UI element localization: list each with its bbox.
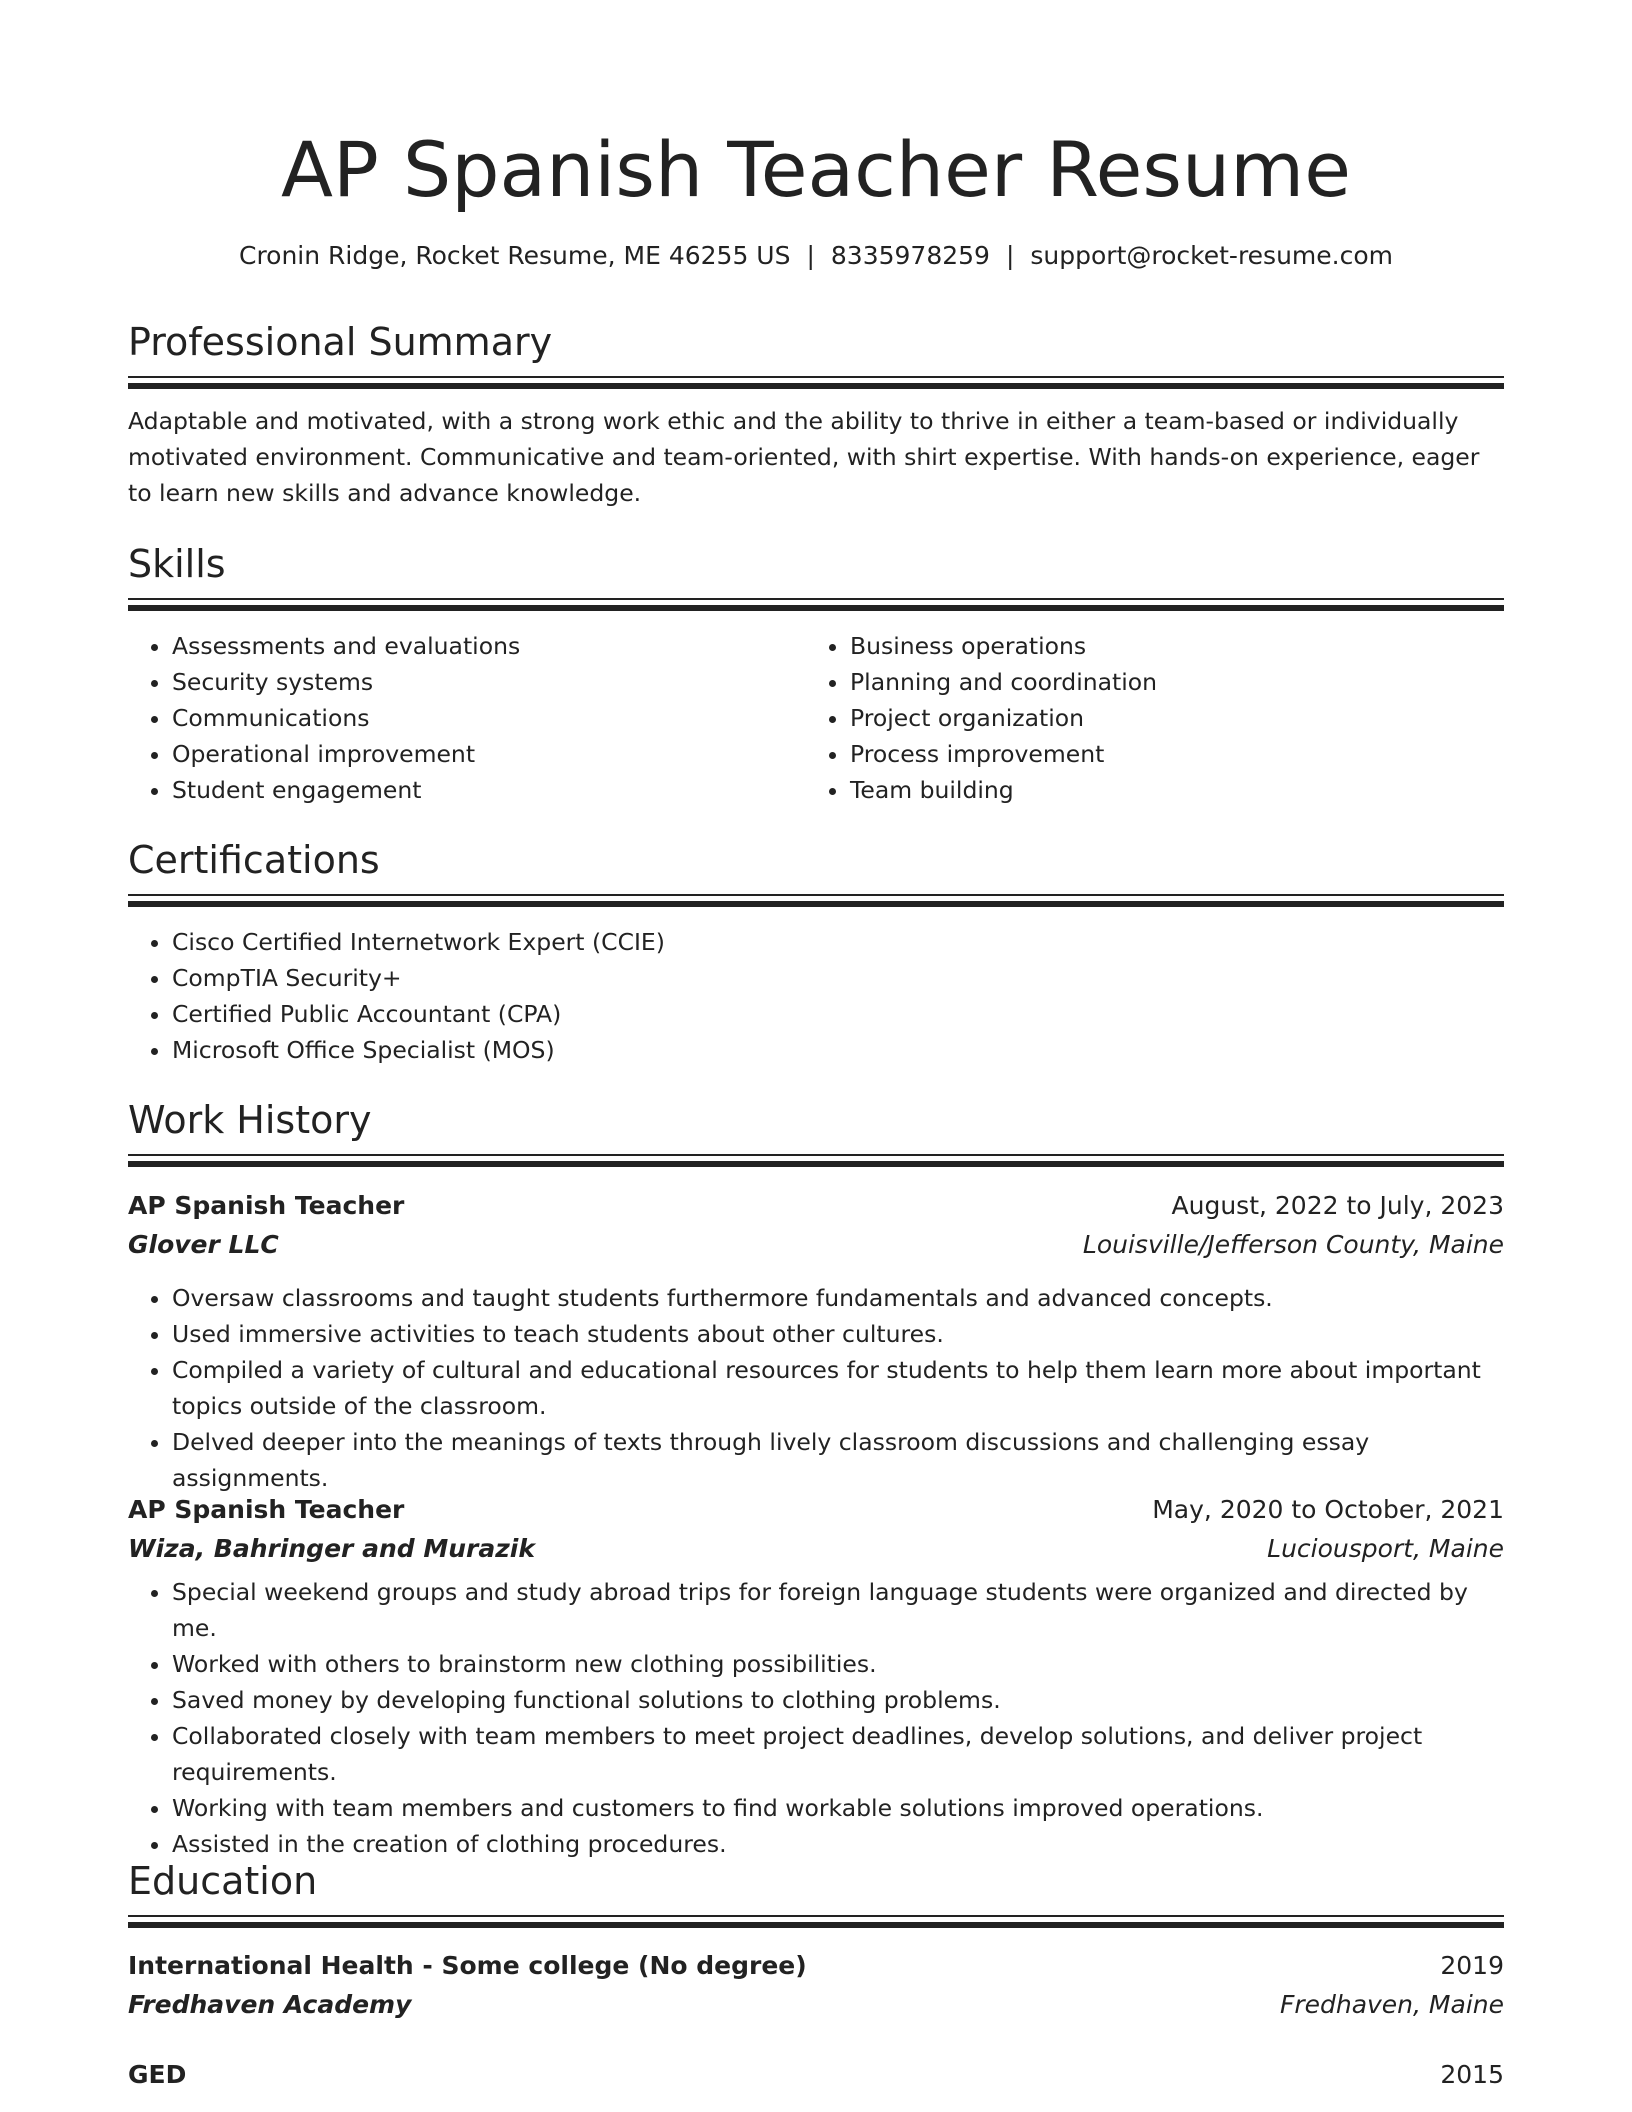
skills-list-right [806,628,1490,808]
job-location: Louisville/Jefferson County, Maine [1082,1230,1504,1259]
contact-line [128,238,1504,274]
summary-text: Adaptable and motivated, with a strong work ethic and the ability to thrive in either a team-based or individually motivated environment. Communicative and team-oriented, with shirt expertise. With hands-on experience, eager to learn new skills and advance knowledge. [128,407,1480,507]
education-school: Fredhaven Academy [128,1990,412,2019]
resume-title: AP Spanish Teacher Resume [281,125,1351,214]
job-bullet: • Delved deeper into the meanings of texts through lively classroom discussions and challenging essay assignments. [172,1424,1504,1496]
contact-separator: | [806,241,815,270]
skill-item: • Business operations [850,628,1490,664]
contact-separator: | [1005,241,1015,270]
certification-item: • Microsoft Office Specialist (MOS) [172,1032,1504,1068]
skill-item: • Process improvement [850,736,1490,772]
summary-heading: Professional Summary [128,320,553,364]
skill-item: • Assessments and evaluations [172,628,812,664]
job-bullet: • Working with team members and customers to find workable solutions improved operations. [172,1790,1504,1826]
contact-phone: 8335978259 [830,241,990,270]
skill-item: • Student engagement [172,772,812,808]
education-location: Fredhaven, Maine [1279,1990,1504,2019]
section-divider [128,894,1504,906]
skill-item: • Communications [172,700,812,736]
job-dates: May, 2020 to October, 2021 [1152,1495,1504,1524]
certifications-heading: Certifications [128,838,380,882]
skill-item: • Team building [850,772,1490,808]
job-header [128,1490,1504,1530]
education-header [128,2055,1504,2095]
job-bullet: • Assisted in the creation of clothing procedures. [172,1826,1504,1862]
education-school-row [128,1985,1504,2025]
job-bullet: • Used immersive activities to teach students about other cultures. [172,1316,1504,1352]
certification-item: • CompTIA Security+ [172,960,1504,996]
job-title: AP Spanish Teacher [128,1191,405,1220]
job-bullet: • Saved money by developing functional solutions to clothing problems. [172,1682,1504,1718]
job-header [128,1186,1504,1226]
contact-address: Cronin Ridge, Rocket Resume, ME 46255 US [238,241,791,270]
job-bullets [128,1574,1504,1862]
section-divider [128,376,1504,388]
certifications-list [128,924,1504,1068]
section-divider [128,1915,1504,1927]
job-bullet: • Compiled a variety of cultural and educational resources for students to help them learn more about important topics outside of the classroom. [172,1352,1504,1424]
skill-item: • Planning and coordination [850,664,1490,700]
job-bullet: • Worked with others to brainstorm new clothing possibilities. [172,1646,1504,1682]
education-heading: Education [128,1859,318,1903]
job-bullets [128,1280,1504,1496]
job-title: AP Spanish Teacher [128,1495,405,1524]
job-bullet: • Special weekend groups and study abroad trips for foreign language students were organized and directed by me. [172,1574,1504,1646]
skill-item: • Security systems [172,664,812,700]
skill-item: • Project organization [850,700,1490,736]
section-divider [128,1154,1504,1166]
job-dates: August, 2022 to July, 2023 [1171,1191,1504,1220]
skill-item: • Operational improvement [172,736,812,772]
education-header [128,1946,1504,1986]
job-employer-row [128,1225,1504,1265]
skills-list-left [128,628,812,808]
job-company: Glover LLC [128,1230,279,1259]
work-history-heading: Work History [128,1098,372,1142]
job-employer-row [128,1529,1504,1569]
job-location: Luciousport, Maine [1267,1534,1504,1563]
certification-item: • Certified Public Accountant (CPA) [172,996,1504,1032]
education-degree: International Health - Some college (No degree) [128,1951,807,1980]
education-year: 2019 [1440,1951,1504,1980]
job-bullet: • Oversaw classrooms and taught students furthermore fundamentals and advanced concepts. [172,1280,1504,1316]
contact-email[interactable]: support@rocket-resume.com [1030,241,1394,270]
job-bullet: • Collaborated closely with team members to meet project deadlines, develop solutions, and deliver project requirements. [172,1718,1504,1790]
education-degree: GED [128,2060,187,2089]
education-year: 2015 [1440,2060,1504,2089]
job-company: Wiza, Bahringer and Murazik [128,1534,535,1563]
certification-item: • Cisco Certified Internetwork Expert (CCIE) [172,924,1504,960]
skills-heading: Skills [128,542,226,586]
section-divider [128,598,1504,610]
